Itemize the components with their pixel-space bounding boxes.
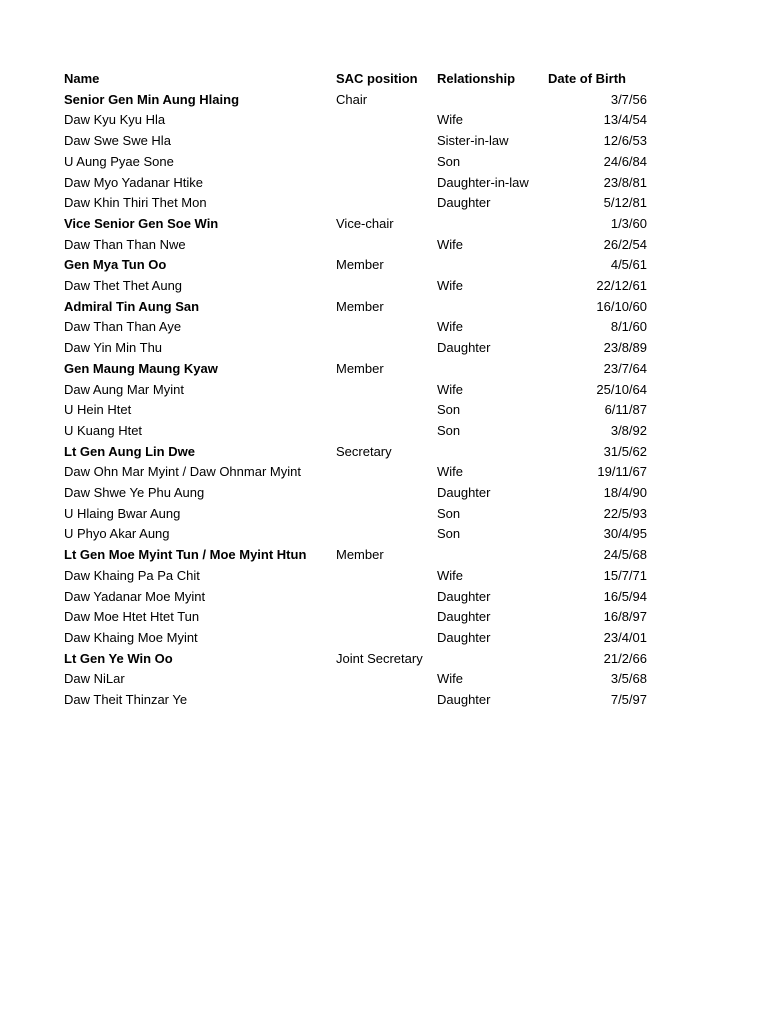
table-row: [60, 649, 651, 670]
sac-position-cell: [332, 152, 433, 173]
table-row: [60, 462, 651, 483]
name-cell: Daw Khaing Moe Myint: [64, 629, 198, 645]
name-cell: U Hlaing Bwar Aung: [64, 505, 181, 521]
sac-position-cell: Joint Secretary: [336, 650, 423, 666]
table-row: [60, 669, 651, 690]
sac-position-cell: Member: [336, 547, 384, 563]
relationship-cell: Wife: [437, 671, 463, 687]
table-row: [60, 297, 651, 318]
date-of-birth-cell: 21/2/66: [603, 650, 647, 666]
table-row: [60, 152, 651, 173]
name-cell: Daw Than Than Nwe: [64, 236, 186, 252]
relationship-cell: Wife: [437, 381, 463, 397]
relationship-cell: Daughter: [437, 588, 491, 604]
sac-position-cell: [332, 690, 433, 711]
sac-position-cell: [332, 607, 433, 628]
name-cell: Daw Ohn Mar Myint / Daw Ohnmar Myint: [64, 464, 301, 480]
date-of-birth-cell: 24/5/68: [603, 547, 647, 563]
relationship-cell: [433, 214, 544, 235]
sac-position-cell: [332, 483, 433, 504]
name-cell: U Aung Pyae Sone: [64, 153, 174, 169]
sac-position-cell: [332, 110, 433, 131]
sac-position-cell: [332, 276, 433, 297]
date-of-birth-cell: 23/8/89: [603, 340, 647, 356]
relationship-cell: Wife: [437, 278, 463, 294]
name-cell: Lt Gen Ye Win Oo: [64, 650, 173, 666]
name-cell: Admiral Tin Aung San: [64, 298, 200, 314]
name-cell: Gen Maung Maung Kyaw: [64, 360, 218, 376]
name-cell: Daw Shwe Ye Phu Aung: [64, 485, 205, 501]
table-row: [60, 566, 651, 587]
table-row: [60, 607, 651, 628]
date-of-birth-cell: 23/7/64: [603, 360, 647, 376]
relationship-cell: Wife: [437, 236, 463, 252]
date-of-birth-cell: 16/10/60: [596, 298, 647, 314]
date-of-birth-cell: 23/8/81: [603, 174, 647, 190]
sac-position-cell: [332, 421, 433, 442]
table-row: [60, 193, 651, 214]
table-row: [60, 131, 651, 152]
table-row: [60, 690, 651, 711]
relationship-cell: Daughter: [437, 340, 491, 356]
relationship-cell: Daughter: [437, 195, 491, 211]
table-row: [60, 173, 651, 194]
name-cell: U Kuang Htet: [64, 422, 143, 438]
header-date-of-birth: Date of Birth: [548, 71, 626, 86]
name-cell: U Hein Htet: [64, 402, 132, 418]
name-cell: Daw Thet Thet Aung: [64, 278, 183, 294]
table-row: [60, 587, 651, 608]
relationship-cell: Wife: [437, 112, 463, 128]
name-cell: Daw Khaing Pa Pa Chit: [64, 567, 200, 583]
table-row: [60, 504, 651, 525]
table-row: [60, 110, 651, 131]
name-cell: Daw Aung Mar Myint: [64, 381, 184, 397]
relationship-cell: Daughter: [437, 485, 491, 501]
sac-position-cell: [332, 173, 433, 194]
sac-position-cell: Vice-chair: [336, 215, 394, 231]
table-row: [60, 545, 651, 566]
name-cell: Daw Yin Min Thu: [64, 340, 163, 356]
date-of-birth-cell: 7/5/97: [610, 692, 647, 708]
sac-position-cell: [332, 338, 433, 359]
date-of-birth-cell: 16/8/97: [603, 609, 647, 625]
date-of-birth-cell: 3/7/56: [610, 91, 647, 107]
table-row: [60, 628, 651, 649]
relationship-cell: Daughter: [437, 609, 491, 625]
sac-position-cell: [332, 380, 433, 401]
table-row: [60, 524, 651, 545]
sac-position-cell: [332, 566, 433, 587]
sac-position-cell: [332, 317, 433, 338]
relationship-cell: [433, 359, 544, 380]
table-row: [60, 421, 651, 442]
table-row: [60, 359, 651, 380]
sac-position-cell: [332, 628, 433, 649]
header-row: [60, 69, 651, 90]
name-cell: Daw Kyu Kyu Hla: [64, 112, 166, 128]
name-cell: Daw Myo Yadanar Htike: [64, 174, 203, 190]
sac-position-cell: [332, 462, 433, 483]
table-row: [60, 380, 651, 401]
date-of-birth-cell: 8/1/60: [610, 319, 647, 335]
relationship-cell: Son: [437, 526, 461, 542]
table-row: [60, 400, 651, 421]
name-cell: Daw Theit Thinzar Ye: [64, 692, 188, 708]
sac-position-cell: [332, 400, 433, 421]
relationship-cell: Wife: [437, 464, 463, 480]
sac-position-cell: Member: [336, 257, 384, 273]
date-of-birth-cell: 3/8/92: [610, 422, 647, 438]
sac-position-cell: [332, 504, 433, 525]
sac-position-cell: Chair: [336, 91, 368, 107]
relationship-cell: Wife: [437, 319, 463, 335]
date-of-birth-cell: 30/4/95: [603, 526, 647, 542]
relationship-cell: Sister-in-law: [437, 133, 509, 149]
table-row: [60, 317, 651, 338]
sac-position-cell: [332, 524, 433, 545]
date-of-birth-cell: 18/4/90: [603, 485, 647, 501]
relationship-cell: [433, 545, 544, 566]
name-cell: Lt Gen Moe Myint Tun / Moe Myint Htun: [64, 547, 307, 563]
date-of-birth-cell: 15/7/71: [603, 567, 647, 583]
date-of-birth-cell: 5/12/81: [603, 195, 647, 211]
relationship-cell: [433, 649, 544, 670]
name-cell: Daw Moe Htet Htet Tun: [64, 609, 200, 625]
relationship-cell: Wife: [437, 567, 463, 583]
sac-position-cell: [332, 669, 433, 690]
name-cell: Lt Gen Aung Lin Dwe: [64, 443, 195, 459]
name-cell: Daw NiLar: [64, 671, 125, 687]
date-of-birth-cell: 4/5/61: [610, 257, 647, 273]
date-of-birth-cell: 26/2/54: [603, 236, 647, 252]
relationship-cell: [433, 442, 544, 463]
table-row: [60, 214, 651, 235]
name-cell: Daw Khin Thiri Thet Mon: [64, 195, 207, 211]
name-cell: Daw Than Than Aye: [64, 319, 182, 335]
sac-position-cell: [332, 235, 433, 256]
date-of-birth-cell: 1/3/60: [610, 215, 647, 231]
table-row: [60, 90, 651, 111]
relationship-cell: Son: [437, 505, 461, 521]
sac-position-cell: [332, 587, 433, 608]
date-of-birth-cell: 19/11/67: [597, 464, 647, 480]
date-of-birth-cell: 22/5/93: [603, 505, 647, 521]
relationship-cell: [433, 255, 544, 276]
date-of-birth-cell: 22/12/61: [596, 278, 647, 294]
name-cell: Vice Senior Gen Soe Win: [64, 215, 219, 231]
date-of-birth-cell: 24/6/84: [603, 153, 647, 169]
header-relationship: Relationship: [437, 71, 516, 86]
sac-position-cell: [332, 131, 433, 152]
date-of-birth-cell: 16/5/94: [603, 588, 647, 604]
name-cell: Daw Yadanar Moe Myint: [64, 588, 206, 604]
date-of-birth-cell: 31/5/62: [603, 443, 647, 459]
name-cell: Senior Gen Min Aung Hlaing: [64, 91, 240, 107]
date-of-birth-cell: 6/11/87: [604, 402, 647, 418]
table-row: [60, 235, 651, 256]
date-of-birth-cell: 3/5/68: [610, 671, 647, 687]
relationship-cell: [433, 297, 544, 318]
relationship-cell: Son: [437, 402, 461, 418]
table-row: [60, 442, 651, 463]
relationship-cell: Daughter-in-law: [437, 174, 529, 190]
table-row: [60, 255, 651, 276]
table-row: [60, 338, 651, 359]
relationship-cell: Son: [437, 422, 461, 438]
name-cell: Gen Mya Tun Oo: [64, 257, 167, 273]
relationship-cell: Daughter: [437, 692, 491, 708]
sac-family-table: [60, 69, 651, 711]
name-cell: U Phyo Akar Aung: [64, 526, 170, 542]
date-of-birth-cell: 12/6/53: [603, 133, 647, 149]
sac-position-cell: Member: [336, 298, 384, 314]
header-name: Name: [64, 71, 100, 86]
date-of-birth-cell: 13/4/54: [603, 112, 647, 128]
name-cell: Daw Swe Swe Hla: [64, 133, 171, 149]
sac-position-cell: [332, 193, 433, 214]
sac-position-cell: Member: [336, 360, 384, 376]
table-row: [60, 483, 651, 504]
header-sac-position: SAC position: [336, 71, 418, 86]
relationship-cell: Son: [437, 153, 461, 169]
relationship-cell: [433, 90, 544, 111]
date-of-birth-cell: 23/4/01: [603, 629, 647, 645]
relationship-cell: Daughter: [437, 629, 491, 645]
table-row: [60, 276, 651, 297]
sac-position-cell: Secretary: [336, 443, 392, 459]
date-of-birth-cell: 25/10/64: [596, 381, 647, 397]
